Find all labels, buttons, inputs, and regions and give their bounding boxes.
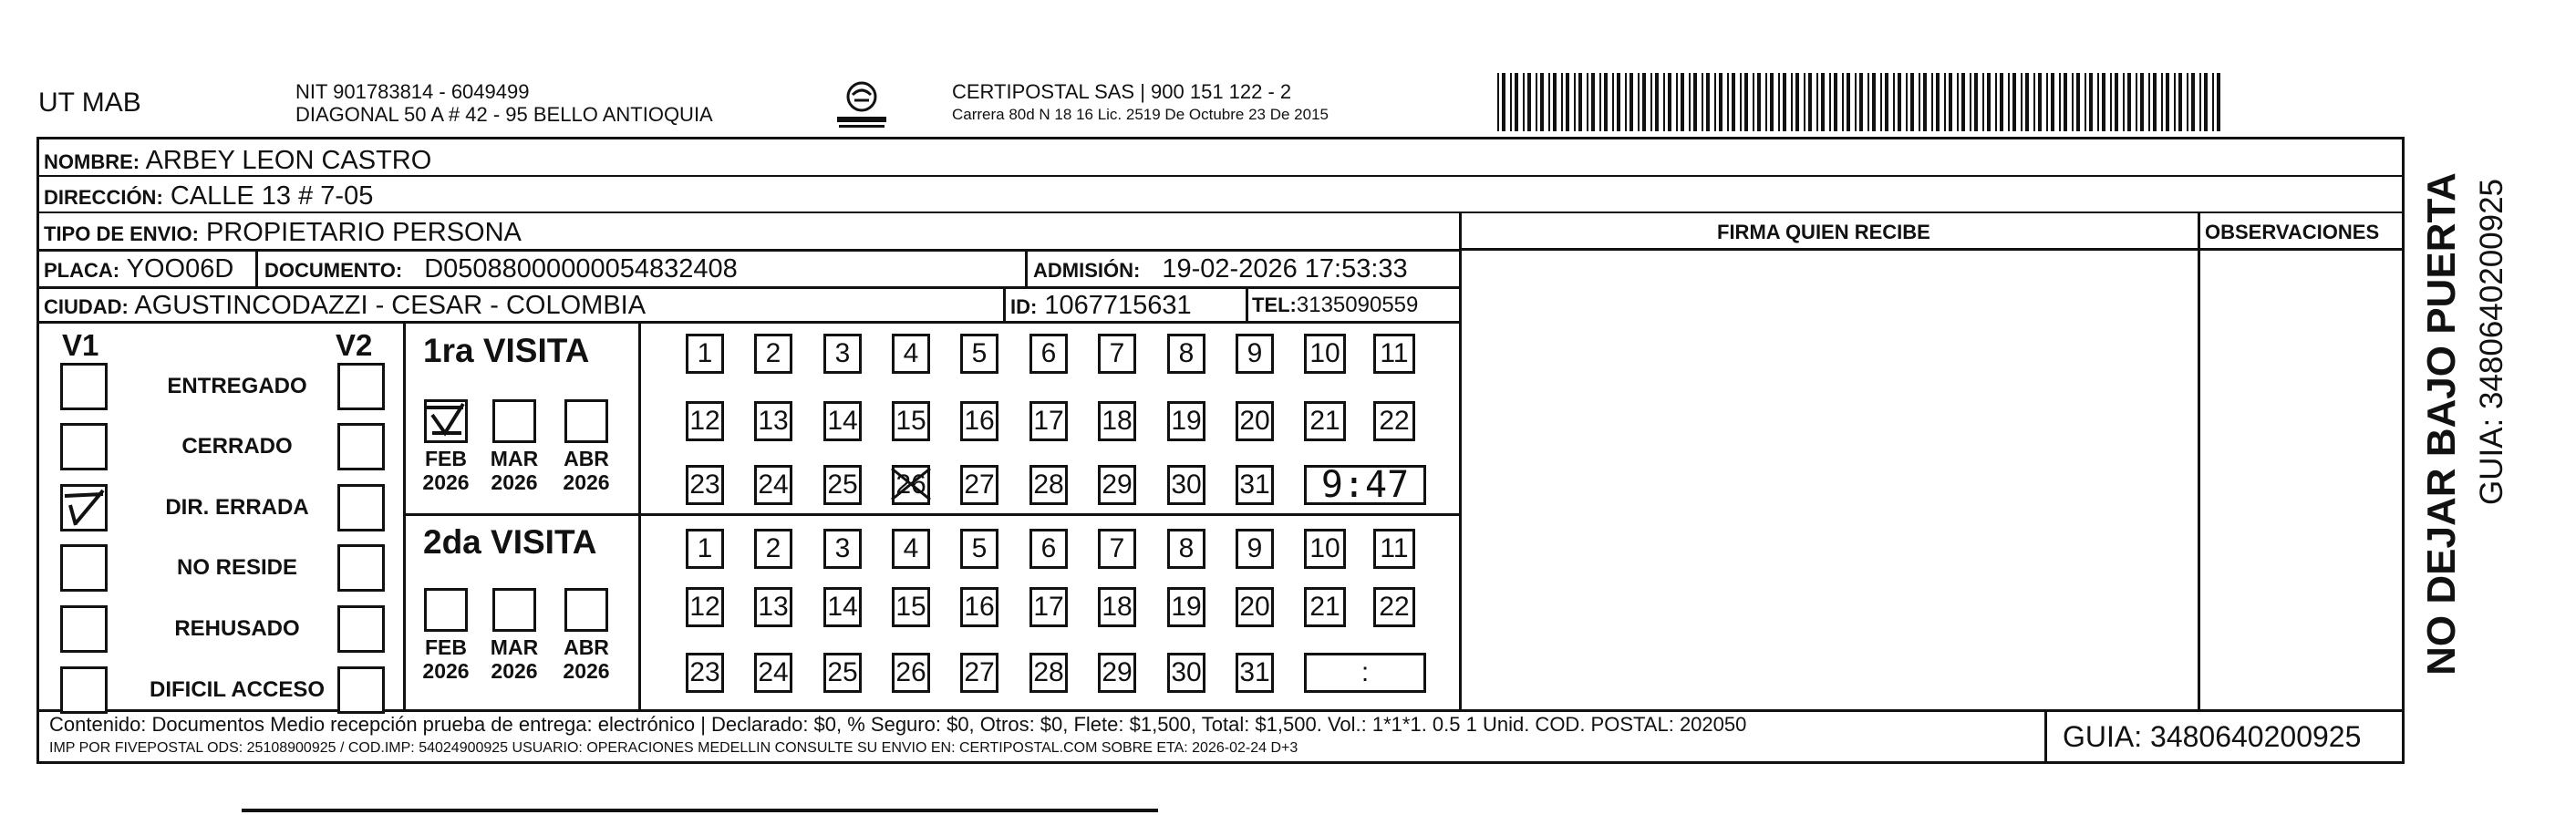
barcode-bar — [1753, 73, 1754, 131]
barcode-bar — [1714, 73, 1716, 131]
admision-row — [1033, 254, 1408, 284]
status-option-label: CERRADO — [181, 434, 293, 459]
barcode-bar — [1880, 73, 1882, 131]
barcode-bar — [1536, 73, 1537, 131]
second-visit-day-box[interactable]: 17 — [1029, 587, 1068, 627]
admision-value: 19-02-2026 17:53:33 — [1162, 254, 1408, 284]
barcode-bar — [2000, 73, 2003, 131]
barcode-bar — [2012, 73, 2016, 131]
first-visit-day-box[interactable]: 3 — [823, 334, 862, 374]
barcode-bar — [2191, 73, 2195, 131]
barcode-bar — [1540, 73, 1544, 131]
barcode-bar — [1995, 73, 1997, 131]
direccion-label: DIRECCIÓN: — [44, 186, 163, 209]
month-name: MAR — [490, 635, 539, 659]
second-visit-day-box[interactable]: 12 — [686, 587, 724, 627]
first-visit-day-box[interactable]: 5 — [960, 334, 998, 374]
barcode-bar — [2148, 73, 2150, 131]
barcode-bar — [1497, 73, 1499, 131]
barcode-bar — [1625, 73, 1627, 131]
first-visit-day-box[interactable]: 10 — [1304, 334, 1346, 374]
barcode-bar — [1744, 73, 1748, 131]
v1-checkbox[interactable] — [60, 605, 108, 653]
barcode-bar — [2127, 73, 2131, 131]
month-year: 2026 — [491, 470, 538, 494]
v1-checkbox[interactable] — [60, 363, 108, 410]
first-visit-day-box[interactable]: 12 — [686, 401, 724, 441]
barcode-bar — [2038, 73, 2042, 131]
second-visit-day-box[interactable]: 28 — [1029, 653, 1068, 693]
company-name: UT MAB — [38, 88, 141, 118]
barcode-bar — [1804, 73, 1805, 131]
month-name: ABR — [564, 635, 609, 659]
second-visit-month-checkbox[interactable] — [424, 588, 468, 632]
month-year: 2026 — [491, 659, 538, 683]
first-visit-day-box[interactable]: 23 — [686, 465, 724, 505]
second-visit-label: 2da VISITA — [423, 523, 597, 561]
barcode-bar — [1732, 73, 1735, 131]
month-name: ABR — [564, 447, 609, 470]
placa-row — [44, 254, 233, 284]
barcode-bar — [1795, 73, 1799, 131]
barcode-bar — [1515, 73, 1518, 131]
tel-row — [1252, 293, 1418, 318]
second-visit-day-box[interactable]: 5 — [960, 529, 998, 569]
barcode-bar — [1668, 73, 1671, 131]
month-year: 2026 — [563, 470, 610, 494]
barcode-bar — [1808, 73, 1812, 131]
barcode-bar — [1778, 73, 1780, 131]
barcode-bar — [2025, 73, 2029, 131]
first-visit-month-checkbox[interactable] — [424, 399, 468, 443]
footer-imp: IMP POR FIVEPOSTAL ODS: 25108900925 / COD.IMP: 54024900925 USUARIO: OPERACIONES MEDELLIN CONSULTE SU ENVIO EN: CERTIPOSTAL.COM SOBRE ETA: 2026-02-24 D+3 — [49, 740, 1298, 756]
nombre-label: NOMBRE: — [44, 150, 140, 173]
nombre-row — [44, 146, 431, 176]
barcode-bar — [2076, 73, 2080, 131]
v1-checkbox[interactable] — [60, 423, 108, 470]
second-visit-day-box[interactable]: 9 — [1236, 529, 1274, 569]
first-visit-day-box[interactable]: 14 — [823, 401, 862, 441]
barcode-bar — [1599, 73, 1601, 131]
barcode-bar — [2102, 73, 2105, 131]
barcode-bar — [1510, 73, 1512, 131]
barcode-bar — [1893, 73, 1895, 131]
status-option-label: REHUSADO — [174, 616, 300, 641]
v2-checkbox[interactable] — [337, 544, 385, 592]
no-dejar-bajo-puerta: NO DEJAR BAJO PUERTA — [2419, 172, 2464, 676]
first-visit-day-box[interactable]: 9 — [1236, 334, 1274, 374]
carrier-name: CERTIPOSTAL SAS | 900 151 122 - 2 — [952, 80, 1292, 103]
barcode-bar — [2178, 73, 2182, 131]
second-visit-day-box[interactable]: 24 — [754, 653, 792, 693]
barcode-bar — [1655, 73, 1659, 131]
v1-checkbox[interactable] — [60, 666, 108, 714]
first-visit-day-box[interactable]: 11 — [1373, 334, 1415, 374]
second-visit-day-box[interactable]: 11 — [1373, 529, 1415, 569]
placa-value: YOO06D — [126, 254, 234, 284]
barcode-bar — [1829, 73, 1831, 131]
v2-label: V2 — [336, 328, 373, 362]
barcode-bar — [2199, 73, 2201, 131]
barcode-bar — [2140, 73, 2144, 131]
barcode-bar — [1821, 73, 1825, 131]
barcode-bar — [1834, 73, 1837, 131]
barcode-bar — [1944, 73, 1946, 131]
observaciones-label: OBSERVACIONES — [2205, 221, 2380, 243]
barcode-bar — [1936, 73, 1940, 131]
second-visit-day-box[interactable]: 4 — [892, 529, 930, 569]
direccion-value: CALLE 13 # 7-05 — [170, 181, 374, 211]
barcode-bar — [2085, 73, 2086, 131]
second-visit-day-box[interactable]: 10 — [1304, 529, 1346, 569]
second-visit-time-box[interactable]: : — [1304, 653, 1426, 693]
second-visit-day-box[interactable]: 20 — [1236, 587, 1274, 627]
barcode-bar — [2123, 73, 2125, 131]
month-name: FEB — [425, 635, 467, 659]
barcode-bar — [1974, 73, 1978, 131]
tipo-row — [44, 218, 522, 248]
status-option-label: NO RESIDE — [176, 555, 298, 580]
ciudad-value: AGUSTINCODAZZI - CESAR - COLOMBIA — [134, 291, 647, 320]
first-visit-label: 1ra VISITA — [423, 332, 590, 369]
barcode-bar — [1970, 73, 1971, 131]
firma-label: FIRMA QUIEN RECIBE — [1717, 221, 1930, 243]
second-visit-month-label — [419, 635, 473, 683]
barcode-bar — [1663, 73, 1665, 131]
day-cross-mark — [888, 463, 934, 511]
first-visit-day-box[interactable]: 24 — [754, 465, 792, 505]
first-visit-day-box[interactable]: 19 — [1167, 401, 1205, 441]
barcode-bar — [2187, 73, 2188, 131]
second-visit-month-checkbox[interactable] — [492, 588, 536, 632]
placa-label: PLACA: — [44, 259, 120, 282]
v2-checkbox[interactable] — [337, 363, 385, 410]
barcode-bar — [1676, 73, 1678, 131]
first-visit-month-label — [419, 447, 473, 494]
barcode-bar — [1693, 73, 1697, 131]
month-name: MAR — [490, 447, 539, 470]
barcode-bar — [1982, 73, 1984, 131]
side-guia: GUIA: 3480640200925 — [2474, 178, 2509, 506]
barcode-bar — [1548, 73, 1550, 131]
status-option-label: DIR. ERRADA — [165, 495, 309, 520]
barcode-bar — [1578, 73, 1582, 131]
first-visit-time-box[interactable]: 9:47 — [1304, 465, 1426, 505]
barcode-bar — [1898, 73, 1901, 131]
second-visit-day-box[interactable]: 2 — [754, 529, 792, 569]
documento-value: D05088000000054832408 — [424, 254, 738, 284]
first-visit-day-box[interactable]: 25 — [823, 465, 862, 505]
v2-checkbox[interactable] — [337, 666, 385, 714]
second-visit-day-box[interactable]: 13 — [754, 587, 792, 627]
v2-checkbox[interactable] — [337, 484, 385, 531]
v2-checkbox[interactable] — [337, 423, 385, 470]
barcode-bar — [2072, 73, 2074, 131]
second-visit-day-box[interactable]: 16 — [960, 587, 998, 627]
carrier-license: Carrera 80d N 18 16 Lic. 2519 De Octubre 23 De 2015 — [952, 106, 1329, 123]
barcode-bar — [1949, 73, 1952, 131]
first-visit-day-box[interactable]: 21 — [1304, 401, 1346, 441]
second-visit-day-box[interactable]: 26 — [892, 653, 930, 693]
v2-checkbox[interactable] — [337, 605, 385, 653]
second-visit-day-box[interactable]: 1 — [686, 529, 724, 569]
first-visit-day-box[interactable]: 8 — [1167, 334, 1205, 374]
barcode-bar — [1816, 73, 1818, 131]
v1-label: V1 — [62, 328, 99, 362]
status-option-label: DIFICIL ACCESO — [149, 677, 326, 702]
second-visit-day-box[interactable]: 25 — [823, 653, 862, 693]
first-visit-day-box[interactable]: 20 — [1236, 401, 1274, 441]
barcode-bar — [1783, 73, 1786, 131]
barcode-bar — [1502, 73, 1505, 131]
first-visit-day-box[interactable]: 30 — [1167, 465, 1205, 505]
barcode-bar — [1906, 73, 1908, 131]
first-visit-month-label — [487, 447, 542, 494]
barcode-bar — [1867, 73, 1869, 131]
tel-value: 3135090559 — [1296, 293, 1419, 317]
barcode-bar — [1617, 73, 1620, 131]
barcode-bar — [2033, 73, 2035, 131]
barcode-bar — [1650, 73, 1652, 131]
barcode-bar — [1719, 73, 1723, 131]
second-visit-day-box[interactable]: 3 — [823, 529, 862, 569]
first-visit-day-box[interactable]: 6 — [1029, 334, 1068, 374]
barcode-bar — [1638, 73, 1640, 131]
barcode-bar — [1604, 73, 1608, 131]
barcode-bar — [1765, 73, 1767, 131]
barcode-bar — [1859, 73, 1863, 131]
first-visit-day-box[interactable]: 4 — [892, 334, 930, 374]
barcode-bar — [1885, 73, 1888, 131]
id-value: 1067715631 — [1044, 291, 1192, 320]
barcode-bar — [1919, 73, 1920, 131]
footer-contenido: Contenido: Documentos Medio recepción prueba de entrega: electrónico | Declarado: $0, % Seguro: $0, Otros: $0, Flete: $1,500, Total: $1,500. Vol.: 1*1*1. 0.5 1 Unid. COD. POSTAL: 202050 — [49, 713, 1747, 736]
first-visit-day-box[interactable]: 16 — [960, 401, 998, 441]
ciudad-label: CIUDAD: — [44, 295, 129, 318]
barcode-bar — [1591, 73, 1595, 131]
first-visit-day-box[interactable]: 13 — [754, 401, 792, 441]
barcode-bar — [1757, 73, 1761, 131]
barcode — [1497, 73, 2227, 131]
barcode-bar — [1791, 73, 1793, 131]
barcode-bar — [1566, 73, 1569, 131]
barcode-bar — [1961, 73, 1965, 131]
barcode-bar — [1702, 73, 1703, 131]
barcode-bar — [2217, 73, 2220, 131]
second-visit-day-box[interactable]: 22 — [1373, 587, 1415, 627]
second-visit-day-box[interactable]: 15 — [892, 587, 930, 627]
barcode-bar — [2153, 73, 2157, 131]
second-visit-day-box[interactable]: 23 — [686, 653, 724, 693]
barcode-bar — [1527, 73, 1531, 131]
first-visit-day-box[interactable]: 7 — [1098, 334, 1136, 374]
month-year: 2026 — [422, 659, 470, 683]
barcode-bar — [1574, 73, 1576, 131]
second-visit-day-box[interactable]: 7 — [1098, 529, 1136, 569]
first-visit-day-box[interactable]: 31 — [1236, 465, 1274, 505]
ciudad-row — [44, 291, 646, 321]
barcode-bar — [2204, 73, 2208, 131]
id-label: ID: — [1010, 295, 1038, 318]
barcode-bar — [2008, 73, 2010, 131]
barcode-bar — [1987, 73, 1991, 131]
second-visit-month-checkbox[interactable] — [564, 588, 608, 632]
barcode-bar — [1855, 73, 1857, 131]
footer-guia: GUIA: 3480640200925 — [2063, 720, 2362, 753]
first-visit-month-checkbox[interactable] — [492, 399, 536, 443]
documento-row — [264, 254, 738, 284]
second-visit-day-box[interactable]: 30 — [1167, 653, 1205, 693]
barcode-bar — [1587, 73, 1588, 131]
company-address: DIAGONAL 50 A # 42 - 95 BELLO ANTIOQUIA — [295, 103, 713, 126]
barcode-bar — [1910, 73, 1914, 131]
barcode-bar — [1681, 73, 1684, 131]
barcode-bar — [2059, 73, 2061, 131]
barcode-bar — [2110, 73, 2112, 131]
barcode-bar — [2115, 73, 2118, 131]
second-visit-day-box[interactable]: 27 — [960, 653, 998, 693]
barcode-bar — [1706, 73, 1710, 131]
barcode-bar — [2161, 73, 2163, 131]
barcode-bar — [1847, 73, 1850, 131]
first-visit-day-box[interactable]: 2 — [754, 334, 792, 374]
barcode-bar — [2212, 73, 2214, 131]
second-visit-day-box[interactable]: 31 — [1236, 653, 1274, 693]
barcode-bar — [1872, 73, 1876, 131]
barcode-bar — [2046, 73, 2048, 131]
company-nit: NIT 901783814 - 6049499 — [295, 80, 530, 103]
direccion-row — [44, 181, 373, 211]
month-year: 2026 — [563, 659, 610, 683]
v1-checkbox[interactable] — [60, 484, 108, 531]
second-visit-day-box[interactable]: 8 — [1167, 529, 1205, 569]
first-visit-day-box[interactable]: 22 — [1373, 401, 1415, 441]
month-year: 2026 — [422, 470, 470, 494]
barcode-bar — [1629, 73, 1633, 131]
barcode-bar — [1553, 73, 1557, 131]
admision-label: ADMISIÓN: — [1033, 259, 1141, 282]
first-visit-month-label — [559, 447, 614, 494]
tipo-label: TIPO DE ENVIO: — [44, 222, 199, 245]
first-visit-day-box[interactable]: 26 — [892, 465, 930, 505]
first-visit-day-box[interactable]: 17 — [1029, 401, 1068, 441]
barcode-bar — [2021, 73, 2023, 131]
barcode-bar — [2174, 73, 2176, 131]
nombre-value: ARBEY LEON CASTRO — [145, 146, 432, 175]
second-visit-month-label — [559, 635, 614, 683]
barcode-bar — [2097, 73, 2099, 131]
documento-label: DOCUMENTO: — [264, 259, 403, 282]
second-visit-day-box[interactable]: 29 — [1098, 653, 1136, 693]
first-visit-day-box[interactable]: 15 — [892, 401, 930, 441]
status-option-label: ENTREGADO — [167, 374, 307, 398]
first-visit-day-box[interactable]: 28 — [1029, 465, 1068, 505]
first-visit-day-box[interactable]: 18 — [1098, 401, 1136, 441]
barcode-bar — [2166, 73, 2169, 131]
barcode-bar — [2051, 73, 2054, 131]
first-visit-day-box[interactable]: 1 — [686, 334, 724, 374]
second-visit-day-box[interactable]: 6 — [1029, 529, 1068, 569]
barcode-bar — [1727, 73, 1729, 131]
barcode-bar — [1957, 73, 1959, 131]
tipo-value: PROPIETARIO PERSONA — [205, 218, 522, 247]
second-visit-day-box[interactable]: 21 — [1304, 587, 1346, 627]
first-visit-month-checkbox[interactable] — [564, 399, 608, 443]
second-visit-day-box[interactable]: 14 — [823, 587, 862, 627]
barcode-bar — [1561, 73, 1563, 131]
barcode-bar — [1523, 73, 1525, 131]
barcode-bar — [2089, 73, 2093, 131]
barcode-bar — [1842, 73, 1844, 131]
barcode-bar — [2136, 73, 2137, 131]
first-visit-day-box[interactable]: 29 — [1098, 465, 1136, 505]
barcode-bar — [1642, 73, 1646, 131]
second-visit-day-box[interactable]: 19 — [1167, 587, 1205, 627]
certipostal-logo — [830, 78, 894, 133]
month-name: FEB — [425, 447, 467, 470]
barcode-bar — [1612, 73, 1614, 131]
barcode-bar — [1740, 73, 1742, 131]
tel-label: TEL: — [1252, 294, 1297, 316]
barcode-bar — [1923, 73, 1927, 131]
barcode-bar — [1931, 73, 1933, 131]
barcode-bar — [1770, 73, 1774, 131]
id-row — [1010, 291, 1192, 321]
v1-checkbox[interactable] — [60, 544, 108, 592]
barcode-bar — [2064, 73, 2067, 131]
second-visit-month-label — [487, 635, 542, 683]
first-visit-day-box[interactable]: 27 — [960, 465, 998, 505]
second-visit-day-box[interactable]: 18 — [1098, 587, 1136, 627]
barcode-bar — [1689, 73, 1691, 131]
